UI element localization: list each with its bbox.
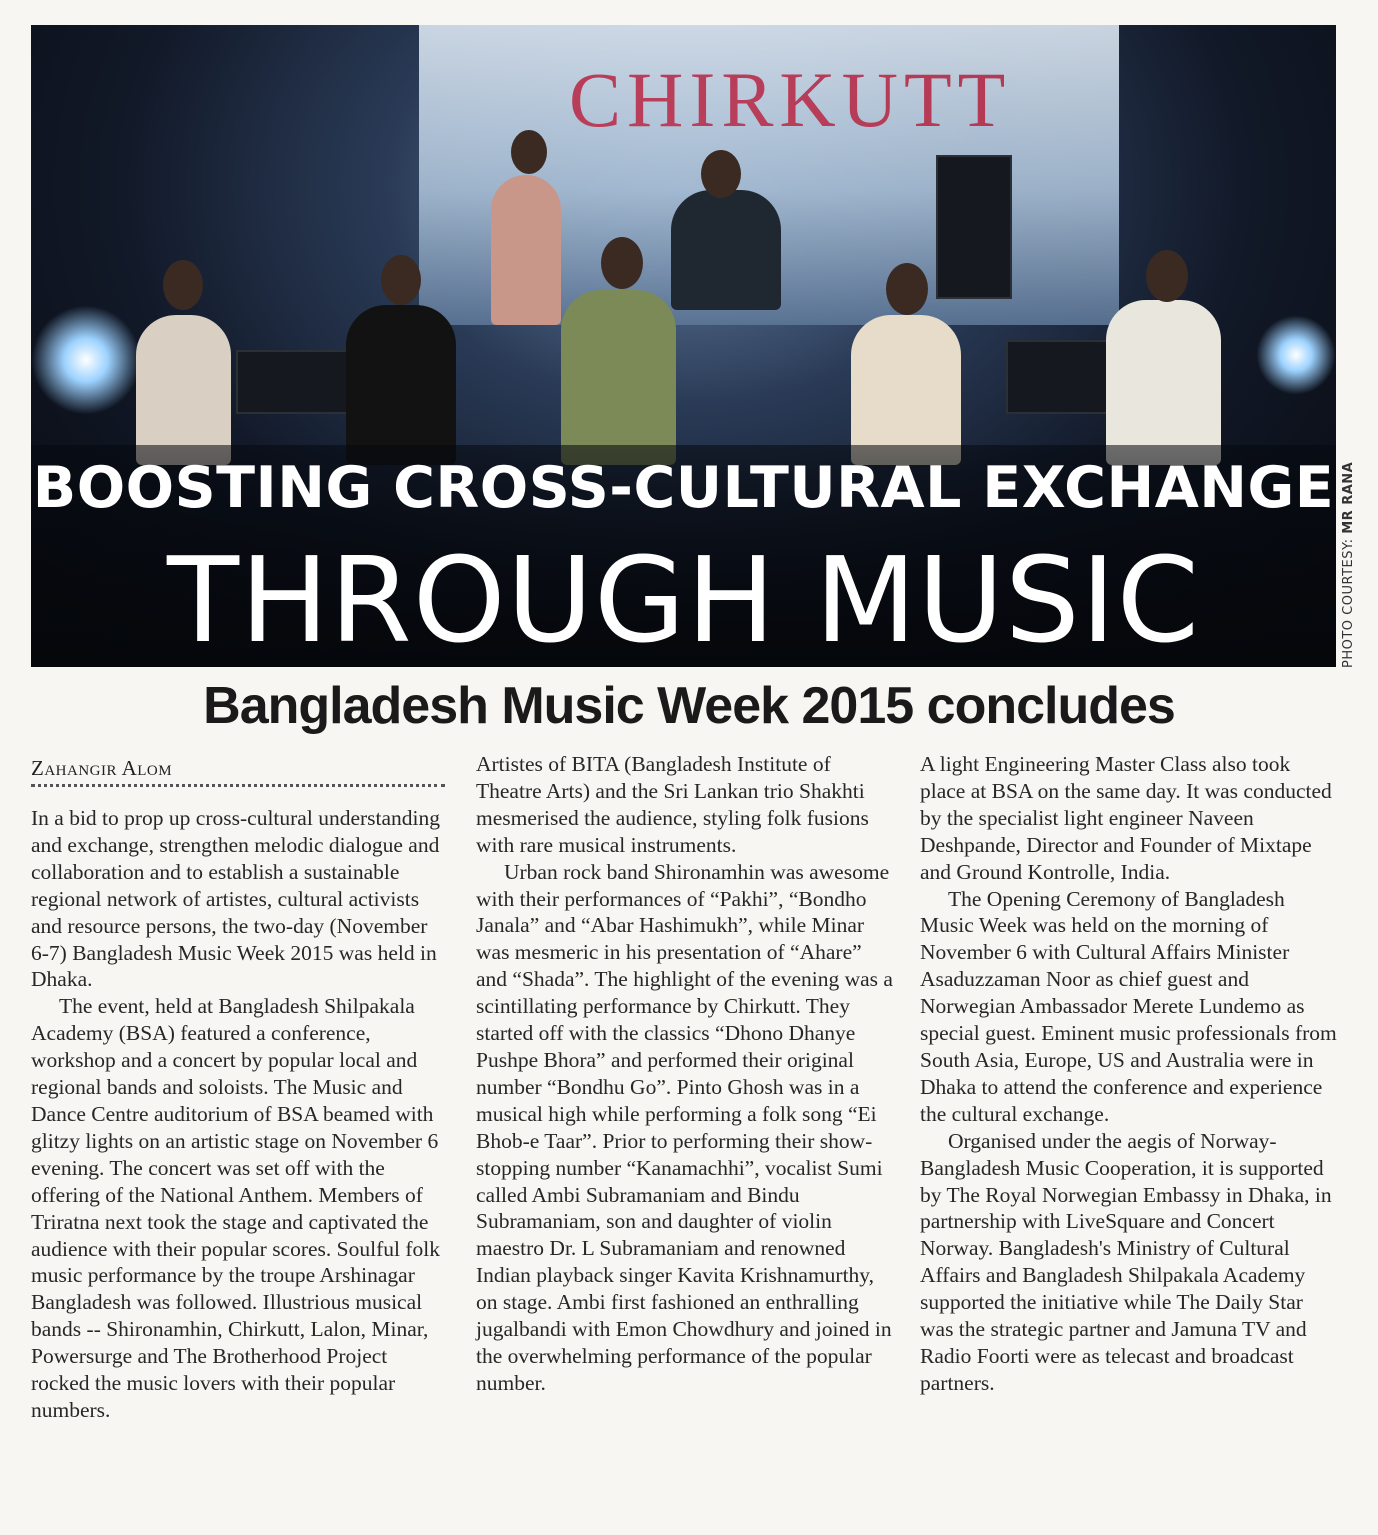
performer-bassist bbox=[346, 305, 456, 465]
photo-credit bbox=[1341, 461, 1378, 668]
performer-head bbox=[701, 150, 741, 198]
article-column-1 bbox=[31, 805, 449, 1424]
performer-head bbox=[511, 130, 547, 174]
performer-guitarist bbox=[1106, 300, 1221, 465]
stage-light-left bbox=[31, 305, 141, 415]
performer-head bbox=[1146, 250, 1188, 302]
paragraph: In a bid to prop up cross-cultural understanding and exchange, strengthen melodic dialogue and collaboration and to establish a sustainable regional network of artistes, cultural activists and resource persons, the two-day (November 6-7) Bangladesh Music Week 2015 was held in Dhaka. bbox=[31, 806, 441, 992]
paragraph: Organised under the aegis of Norway-Bangladesh Music Cooperation, it is supported by The Royal Norwegian Embassy in Dhaka, in partnership with LiveSquare and Concert Norway. Bangladesh's Ministry of Cultural Affairs and Bangladesh Shilpakala Academy supported the initiative while The Daily Star was the strategic partner and Jamuna TV and Radio Foorti were as telecast and broadcast partners. bbox=[920, 1128, 1332, 1395]
paragraph: Artistes of BITA (Bangladesh Institute of Theatre Arts) and the Sri Lankan trio Shakhti mesmerised the audience, styling folk fusions with rare musical instruments. bbox=[476, 752, 869, 857]
article-column-3 bbox=[920, 751, 1340, 1397]
paragraph: A light Engineering Master Class also took place at BSA on the same day. It was conducted by the specialist light engineer Naveen Deshpande, Director and Founder of Mixtape and Ground Kontrolle, India. bbox=[920, 752, 1332, 884]
paragraph: The event, held at Bangladesh Shilpakala Academy (BSA) featured a conference, workshop and a concert by popular local and regional bands and soloists. The Music and Dance Centre auditorium of BSA beamed with glitzy lights on an artistic stage on November 6 evening. The concert was set off with the offering of the National Anthem. Members of Triratna next took the stage and captivated the audience with their popular scores. Soulful folk music performance by the troupe Arshinagar Bangladesh was followed. Illustrious musical bands -- Shironamhin, Chirkutt, Lalon, Minar, Powersurge and The Brotherhood Project rocked the music lovers with their popular numbers. bbox=[31, 994, 440, 1422]
photo-credit-name: MR RANA bbox=[1341, 461, 1356, 534]
performer-drummer bbox=[671, 190, 781, 310]
byline-divider bbox=[31, 784, 445, 787]
speaker-cabinet bbox=[936, 155, 1012, 299]
performer-vocalist bbox=[851, 315, 961, 465]
amplifier-left bbox=[236, 350, 350, 414]
paragraph: Urban rock band Shironamhin was awesome with their performances of “Pakhi”, “Bondho Janala” and “Abar Hashimukh”, while Minar was mesmeric in his presentation of “Ahare” and “Shada”. The highlight of the evening was a scintillating performance by Chirkutt. They started off with the classics “Dhono Dhanye Pushpe Bhora” and performed their original number “Bondhu Go”. Pinto Ghosh was in a musical high while performing a folk song “Ei Bhob-e Taar”. Prior to performing their show-stopping number “Kanamachhi”, vocalist Sumi called Ambi Subramaniam and Bindu Subramaniam, son and daughter of violin maestro Dr. L Subramaniam and renowned Indian playback singer Kavita Krishnamurthy, on stage. Ambi first fashioned an enthralling jugalbandi with Emon Chowdhury and joined in the overwhelming performance of the popular number. bbox=[476, 859, 893, 1395]
performer-head bbox=[381, 255, 421, 305]
performer-head bbox=[163, 260, 203, 310]
stage-light-right bbox=[1256, 315, 1336, 395]
headline-line-2: THROUGH MUSIC bbox=[167, 531, 1200, 667]
performer-head bbox=[601, 237, 643, 289]
concert-photo bbox=[31, 25, 1336, 667]
photo-credit-label: PHOTO COURTESY: bbox=[1341, 538, 1356, 668]
article-column-2 bbox=[476, 751, 896, 1397]
screen-logo: CHIRKUTT bbox=[569, 56, 1012, 143]
paragraph: The Opening Ceremony of Bangladesh Music Week was held on the morning of November 6 with Cultural Affairs Minister Asaduzzaman Noor as chief guest and Norwegian Ambassador Merete Lundemo as special guest. Eminent music professionals from South Asia, Europe, US and Australia were in Dhaka to attend the conference and experience the cultural exchange. bbox=[920, 886, 1337, 1126]
performer-violinist bbox=[561, 290, 676, 465]
byline: Zahangir Alom bbox=[31, 756, 173, 780]
article-subheadline: Bangladesh Music Week 2015 concludes bbox=[203, 677, 1175, 735]
performer-backing bbox=[491, 175, 561, 325]
headline-line-1: BOOSTING CROSS-CULTURAL EXCHANGE bbox=[32, 455, 1335, 521]
performer-head bbox=[886, 263, 928, 315]
performer-keyboardist bbox=[136, 315, 231, 465]
